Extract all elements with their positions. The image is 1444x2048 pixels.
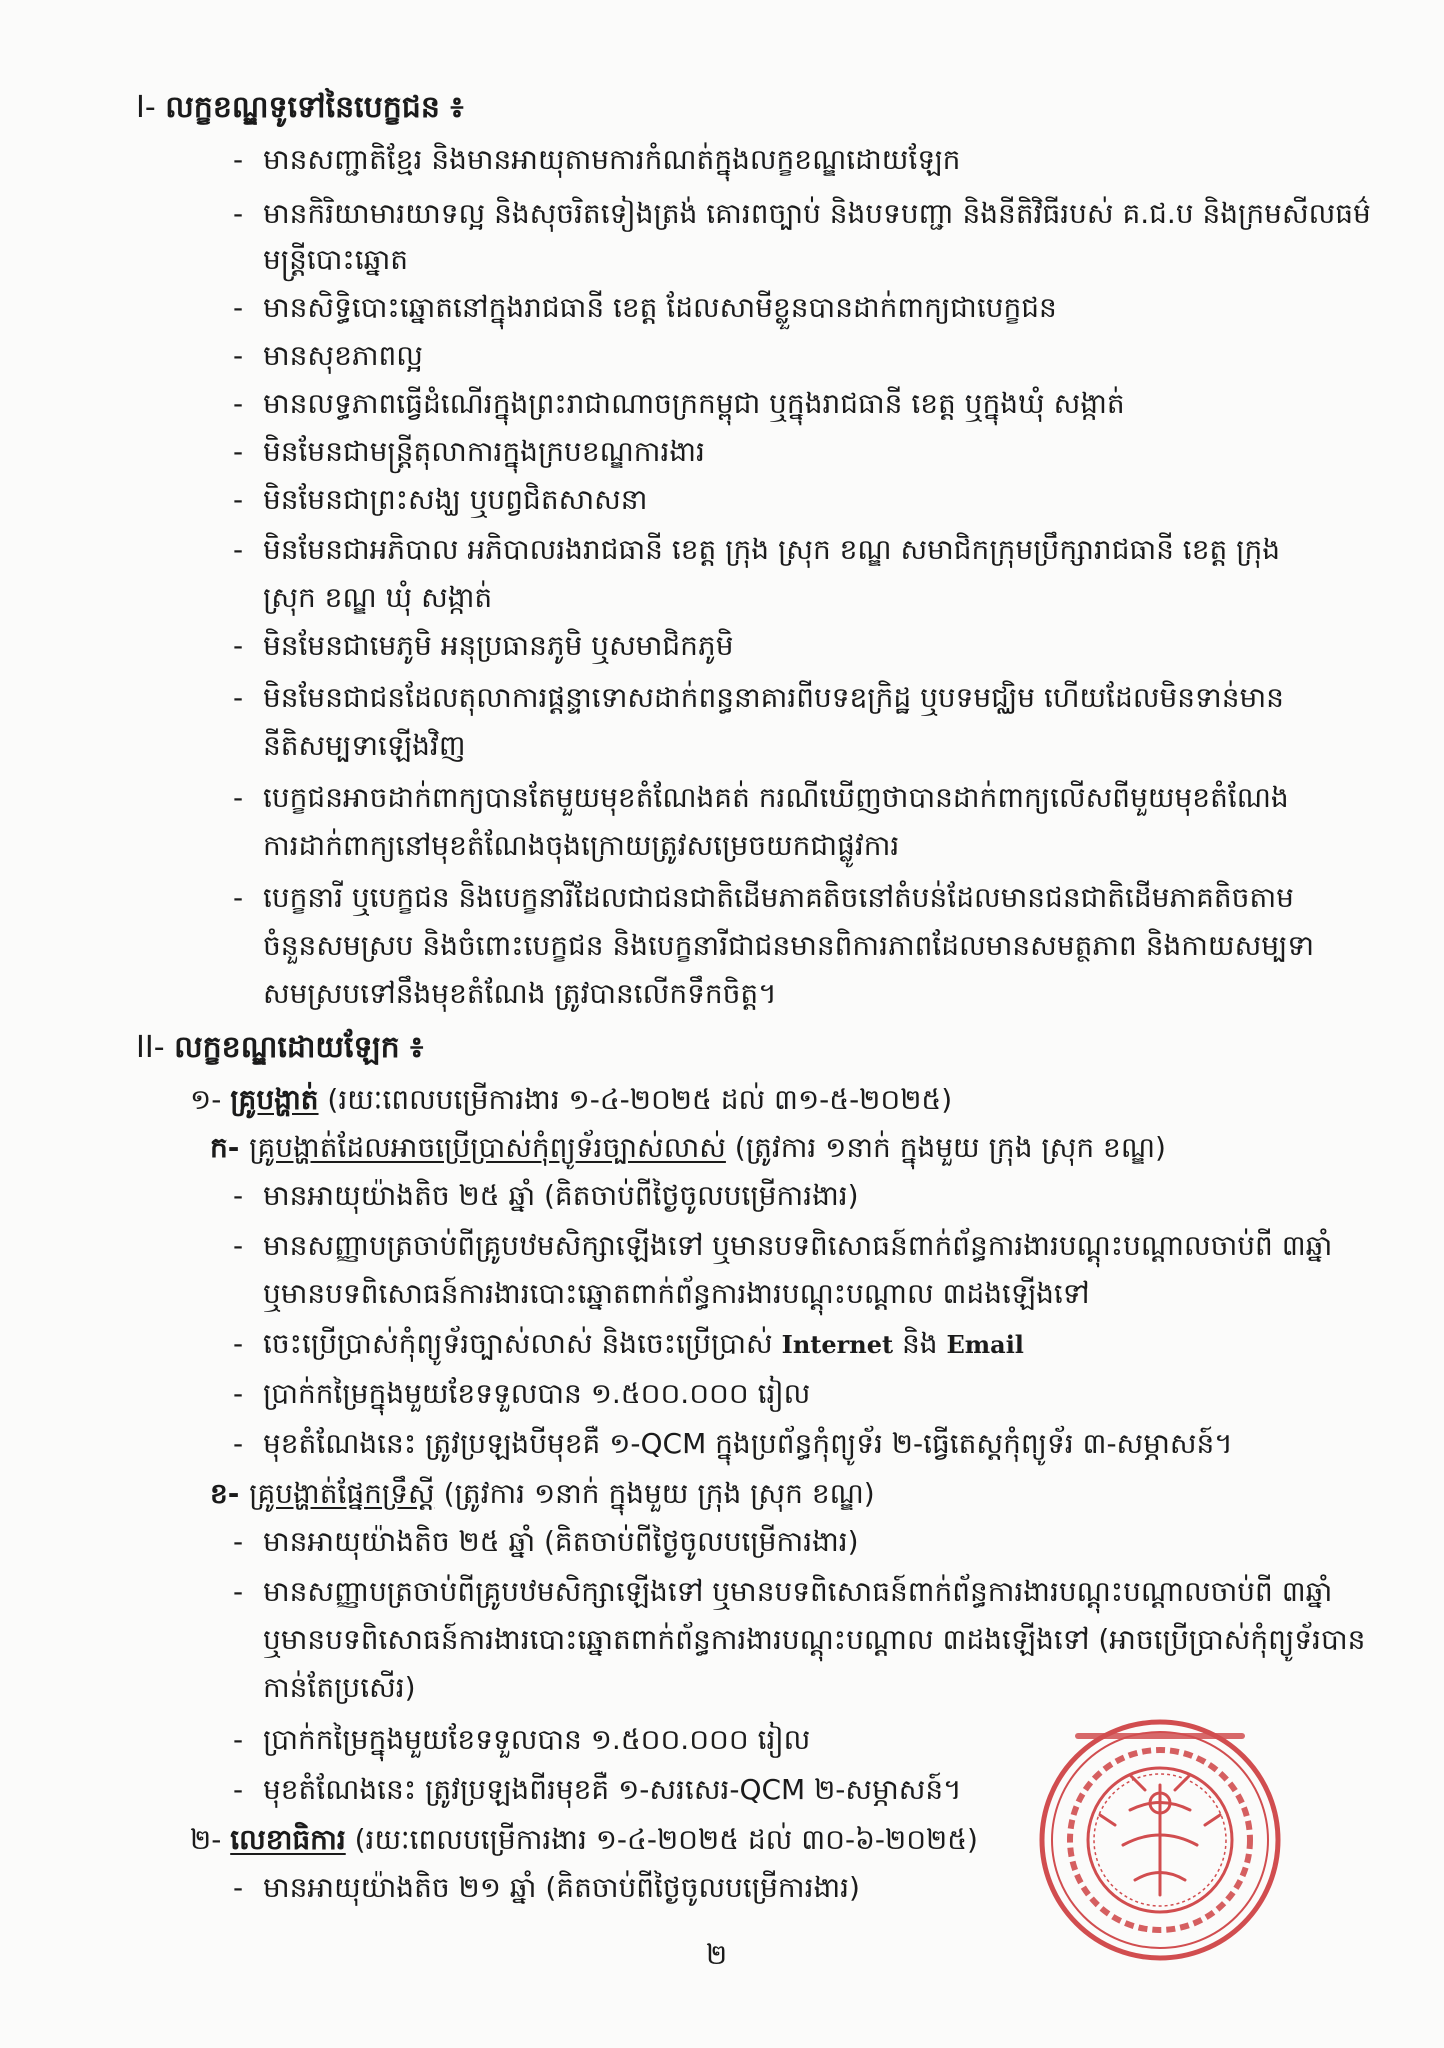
section-1-item-1: មានសញ្ជាតិខ្មែរ និងមានអាយុតាមការកំណត់ក្នុងលក្ខខណ្ឌដោយឡែក bbox=[263, 143, 961, 176]
bullet-dash: - bbox=[233, 881, 244, 914]
section-1-item-11: បេក្ខជនអាចដាក់ពាក្យបានតែមួយមុខតំណែងគត់ ករណីឃើញថាបានដាក់ពាក្យលើសពីមួយមុខតំណែង bbox=[263, 781, 1289, 814]
bullet-dash: - bbox=[233, 197, 244, 230]
section-1-item-12: បេក្ខនារី ឬបេក្ខជន និងបេក្ខនារីដែលជាជនជាតិដើមភាគតិចនៅតំបន់ដែលមានជនជាតិដើមភាគតិចតាម bbox=[263, 881, 1294, 914]
section-1-item-12-cont2: សមស្របទៅនឹងមុខតំណែង ត្រូវបានលើកទឹកចិត្ត។ bbox=[263, 977, 777, 1010]
bullet-dash: - bbox=[233, 291, 244, 324]
section-1-item-4: មានសុខភាពល្អ bbox=[263, 339, 423, 372]
section-1-item-9: មិនមែនជាមេភូមិ អនុប្រធានភូមិ ឬសមាជិកភូមិ bbox=[263, 629, 734, 662]
sub-1a-item-1: មានអាយុយ៉ាងតិច ២៥ ឆ្នាំ (គិតចាប់ពីថ្ងៃចូលបម្រើការងារ) bbox=[263, 1179, 859, 1212]
section-1-item-7: មិនមែនជាព្រះសង្ឃ ឬបព្វជិតសាសនា bbox=[263, 483, 648, 516]
sub-1a-item-5: មុខតំណែងនេះ ត្រូវប្រឡងបីមុខគឺ ១-QCM ក្នុងប្រព័ន្ធកុំព្យូទ័រ ២-ធ្វើតេស្តកុំព្យូទ័រ ៣-សម្ភាសន៍។ bbox=[263, 1427, 1233, 1460]
section-1-item-8: មិនមែនជាអភិបាល អភិបាលរងរាជធានី ខេត្ត ក្រុង ស្រុក ខណ្ឌ សមាជិកក្រុមប្រឹក្សារាជធានី ខេត្ត ក្រុង bbox=[263, 533, 1281, 566]
subsection-1a-heading: ក- គ្រូបង្ហាត់ដែលអាចប្រើប្រាស់កុំព្យូទ័រច្បាស់លាស់ (ត្រូវការ ១នាក់ ក្នុងមួយ ក្រុង ស្រុក ខណ្ឌ) bbox=[210, 1131, 1166, 1164]
sub-1b-item-2-cont: ឬមានបទពិសោធន៍ការងារបោះឆ្នោតពាក់ព័ន្ធការងារបណ្តុះបណ្តាល ៣ដងឡើងទៅ (អាចប្រើប្រាស់កុំព្យូទ័របាន bbox=[263, 1623, 1366, 1656]
bullet-dash: - bbox=[233, 1229, 244, 1262]
section-1-item-11-cont: ការដាក់ពាក្យនៅមុខតំណែងចុងក្រោយត្រូវសម្រេចយកជាផ្លូវការ bbox=[263, 829, 900, 862]
sub-1b-item-1: មានអាយុយ៉ាងតិច ២៥ ឆ្នាំ (គិតចាប់ពីថ្ងៃចូលបម្រើការងារ) bbox=[263, 1525, 859, 1558]
bullet-dash: - bbox=[233, 1871, 244, 1904]
sub-1a-item-4: ប្រាក់កម្រៃក្នុងមួយខែទទួលបាន ១.៥០០.០០០ រៀល bbox=[263, 1377, 811, 1410]
section-1-heading: I- លក្ខខណ្ឌទូទៅនៃបេក្ខជន ៖ bbox=[136, 90, 464, 125]
bullet-dash: - bbox=[233, 1723, 244, 1756]
section-1-item-2: មានកិរិយាមារយាទល្អ និងសុចរិតទៀងត្រង់ គោរពច្បាប់ និងបទបញ្ជា និងនីតិវិធីរបស់ គ.ជ.ប និងក្រមសីលធម៌ bbox=[263, 197, 1371, 230]
sub-1b-item-2: មានសញ្ញាបត្រចាប់ពីគ្រូបឋមសិក្សាឡើងទៅ ឬមានបទពិសោធន៍ពាក់ព័ន្ធការងារបណ្តុះបណ្តាលចាប់ពី ៣ឆ្នាំ bbox=[263, 1575, 1333, 1608]
bullet-dash: - bbox=[233, 1377, 244, 1410]
sub-1b-item-2-cont2: កាន់តែប្រសើរ) bbox=[263, 1671, 416, 1704]
bullet-dash: - bbox=[233, 387, 244, 420]
bullet-dash: - bbox=[233, 533, 244, 566]
page-number: ២ bbox=[706, 1938, 728, 1971]
bullet-dash: - bbox=[233, 629, 244, 662]
bullet-dash: - bbox=[233, 143, 244, 176]
sub-1b-item-3: ប្រាក់កម្រៃក្នុងមួយខែទទួលបាន ១.៥០០.០០០ រៀល bbox=[263, 1723, 811, 1756]
sub-1a-item-2-cont: ឬមានបទពិសោធន៍ការងារបោះឆ្នោតពាក់ព័ន្ធការងារបណ្តុះបណ្តាល ៣ដងឡើងទៅ bbox=[263, 1277, 1090, 1310]
section-1-item-2-cont: មន្ត្រីបោះឆ្នោត bbox=[263, 243, 409, 276]
bullet-dash: - bbox=[233, 483, 244, 516]
section-1-item-3: មានសិទ្ធិបោះឆ្នោតនៅក្នុងរាជធានី ខេត្ត ដែលសាមីខ្លួនបានដាក់ពាក្យជាបេក្ខជន bbox=[263, 291, 1057, 324]
bullet-dash: - bbox=[233, 435, 244, 468]
official-seal-stamp bbox=[1035, 1715, 1285, 1965]
bullet-dash: - bbox=[233, 1773, 244, 1806]
subsection-1b-heading: ខ- គ្រូបង្ហាត់ផ្នែកទ្រឹស្តី (ត្រូវការ ១នាក់ ក្នុងមួយ ក្រុង ស្រុក ខណ្ឌ) bbox=[210, 1477, 875, 1510]
sub-1b-item-4: មុខតំណែងនេះ ត្រូវប្រឡងពីរមុខគឺ ១-សរសេរ-QCM ២-សម្ភាសន៍។ bbox=[263, 1773, 962, 1806]
subsection-2-heading: ២- លេខាធិការ (រយៈពេលបម្រើការងារ ១-៤-២០២៥ ដល់ ៣០-៦-២០២៥) bbox=[190, 1823, 978, 1856]
sub-1a-item-2: មានសញ្ញាបត្រចាប់ពីគ្រូបឋមសិក្សាឡើងទៅ ឬមានបទពិសោធន៍ពាក់ព័ន្ធការងារបណ្តុះបណ្តាលចាប់ពី ៣ឆ្នាំ bbox=[263, 1229, 1333, 1262]
sub-2-item-1: មានអាយុយ៉ាងតិច ២១ ឆ្នាំ (គិតចាប់ពីថ្ងៃចូលបម្រើការងារ) bbox=[263, 1871, 860, 1904]
section-1-item-10-cont: នីតិសម្បទាឡើងវិញ bbox=[263, 729, 466, 762]
subsection-1-heading: ១- គ្រូបង្ហាត់ (រយៈពេលបម្រើការងារ ១-៤-២០២៥ ដល់ ៣១-៥-២០២៥) bbox=[190, 1083, 953, 1116]
bullet-dash: - bbox=[233, 1525, 244, 1558]
bullet-dash: - bbox=[233, 681, 244, 714]
bullet-dash: - bbox=[233, 1427, 244, 1460]
bullet-dash: - bbox=[233, 339, 244, 372]
bullet-dash: - bbox=[233, 1327, 244, 1360]
section-1-item-12-cont: ចំនួនសមស្រប និងចំពោះបេក្ខជន និងបេក្ខនារីជាជនមានពិការភាពដែលមានសមត្ថភាព និងកាយសម្បទា bbox=[263, 929, 1314, 962]
bullet-dash: - bbox=[233, 781, 244, 814]
section-1-item-6: មិនមែនជាមន្ត្រីតុលាការក្នុងក្របខណ្ឌការងារ bbox=[263, 435, 705, 468]
section-1-item-8-cont: ស្រុក ខណ្ឌ ឃុំ សង្កាត់ bbox=[263, 581, 493, 614]
sub-1a-item-3: ចេះប្រើប្រាស់កុំព្យូទ័រច្បាស់លាស់ និងចេះប្រើប្រាស់ Internet និង Email bbox=[263, 1327, 1024, 1360]
section-1-item-10: មិនមែនជាជនដែលតុលាការផ្តន្ទាទោសដាក់ពន្ធនាគារពីបទឧក្រិដ្ឋ ឬបទមជ្ឈិម ហើយដែលមិនទាន់មាន bbox=[263, 681, 1284, 714]
bullet-dash: - bbox=[233, 1179, 244, 1212]
section-1-item-5: មានលទ្ធភាពធ្វើដំណើរក្នុងព្រះរាជាណាចក្រកម្ពុជា ឬក្នុងរាជធានី ខេត្ត ឬក្នុងឃុំ សង្កាត់ bbox=[263, 387, 1125, 420]
section-2-heading: II- លក្ខខណ្ឌដោយឡែក ៖ bbox=[136, 1030, 424, 1065]
bullet-dash: - bbox=[233, 1575, 244, 1608]
